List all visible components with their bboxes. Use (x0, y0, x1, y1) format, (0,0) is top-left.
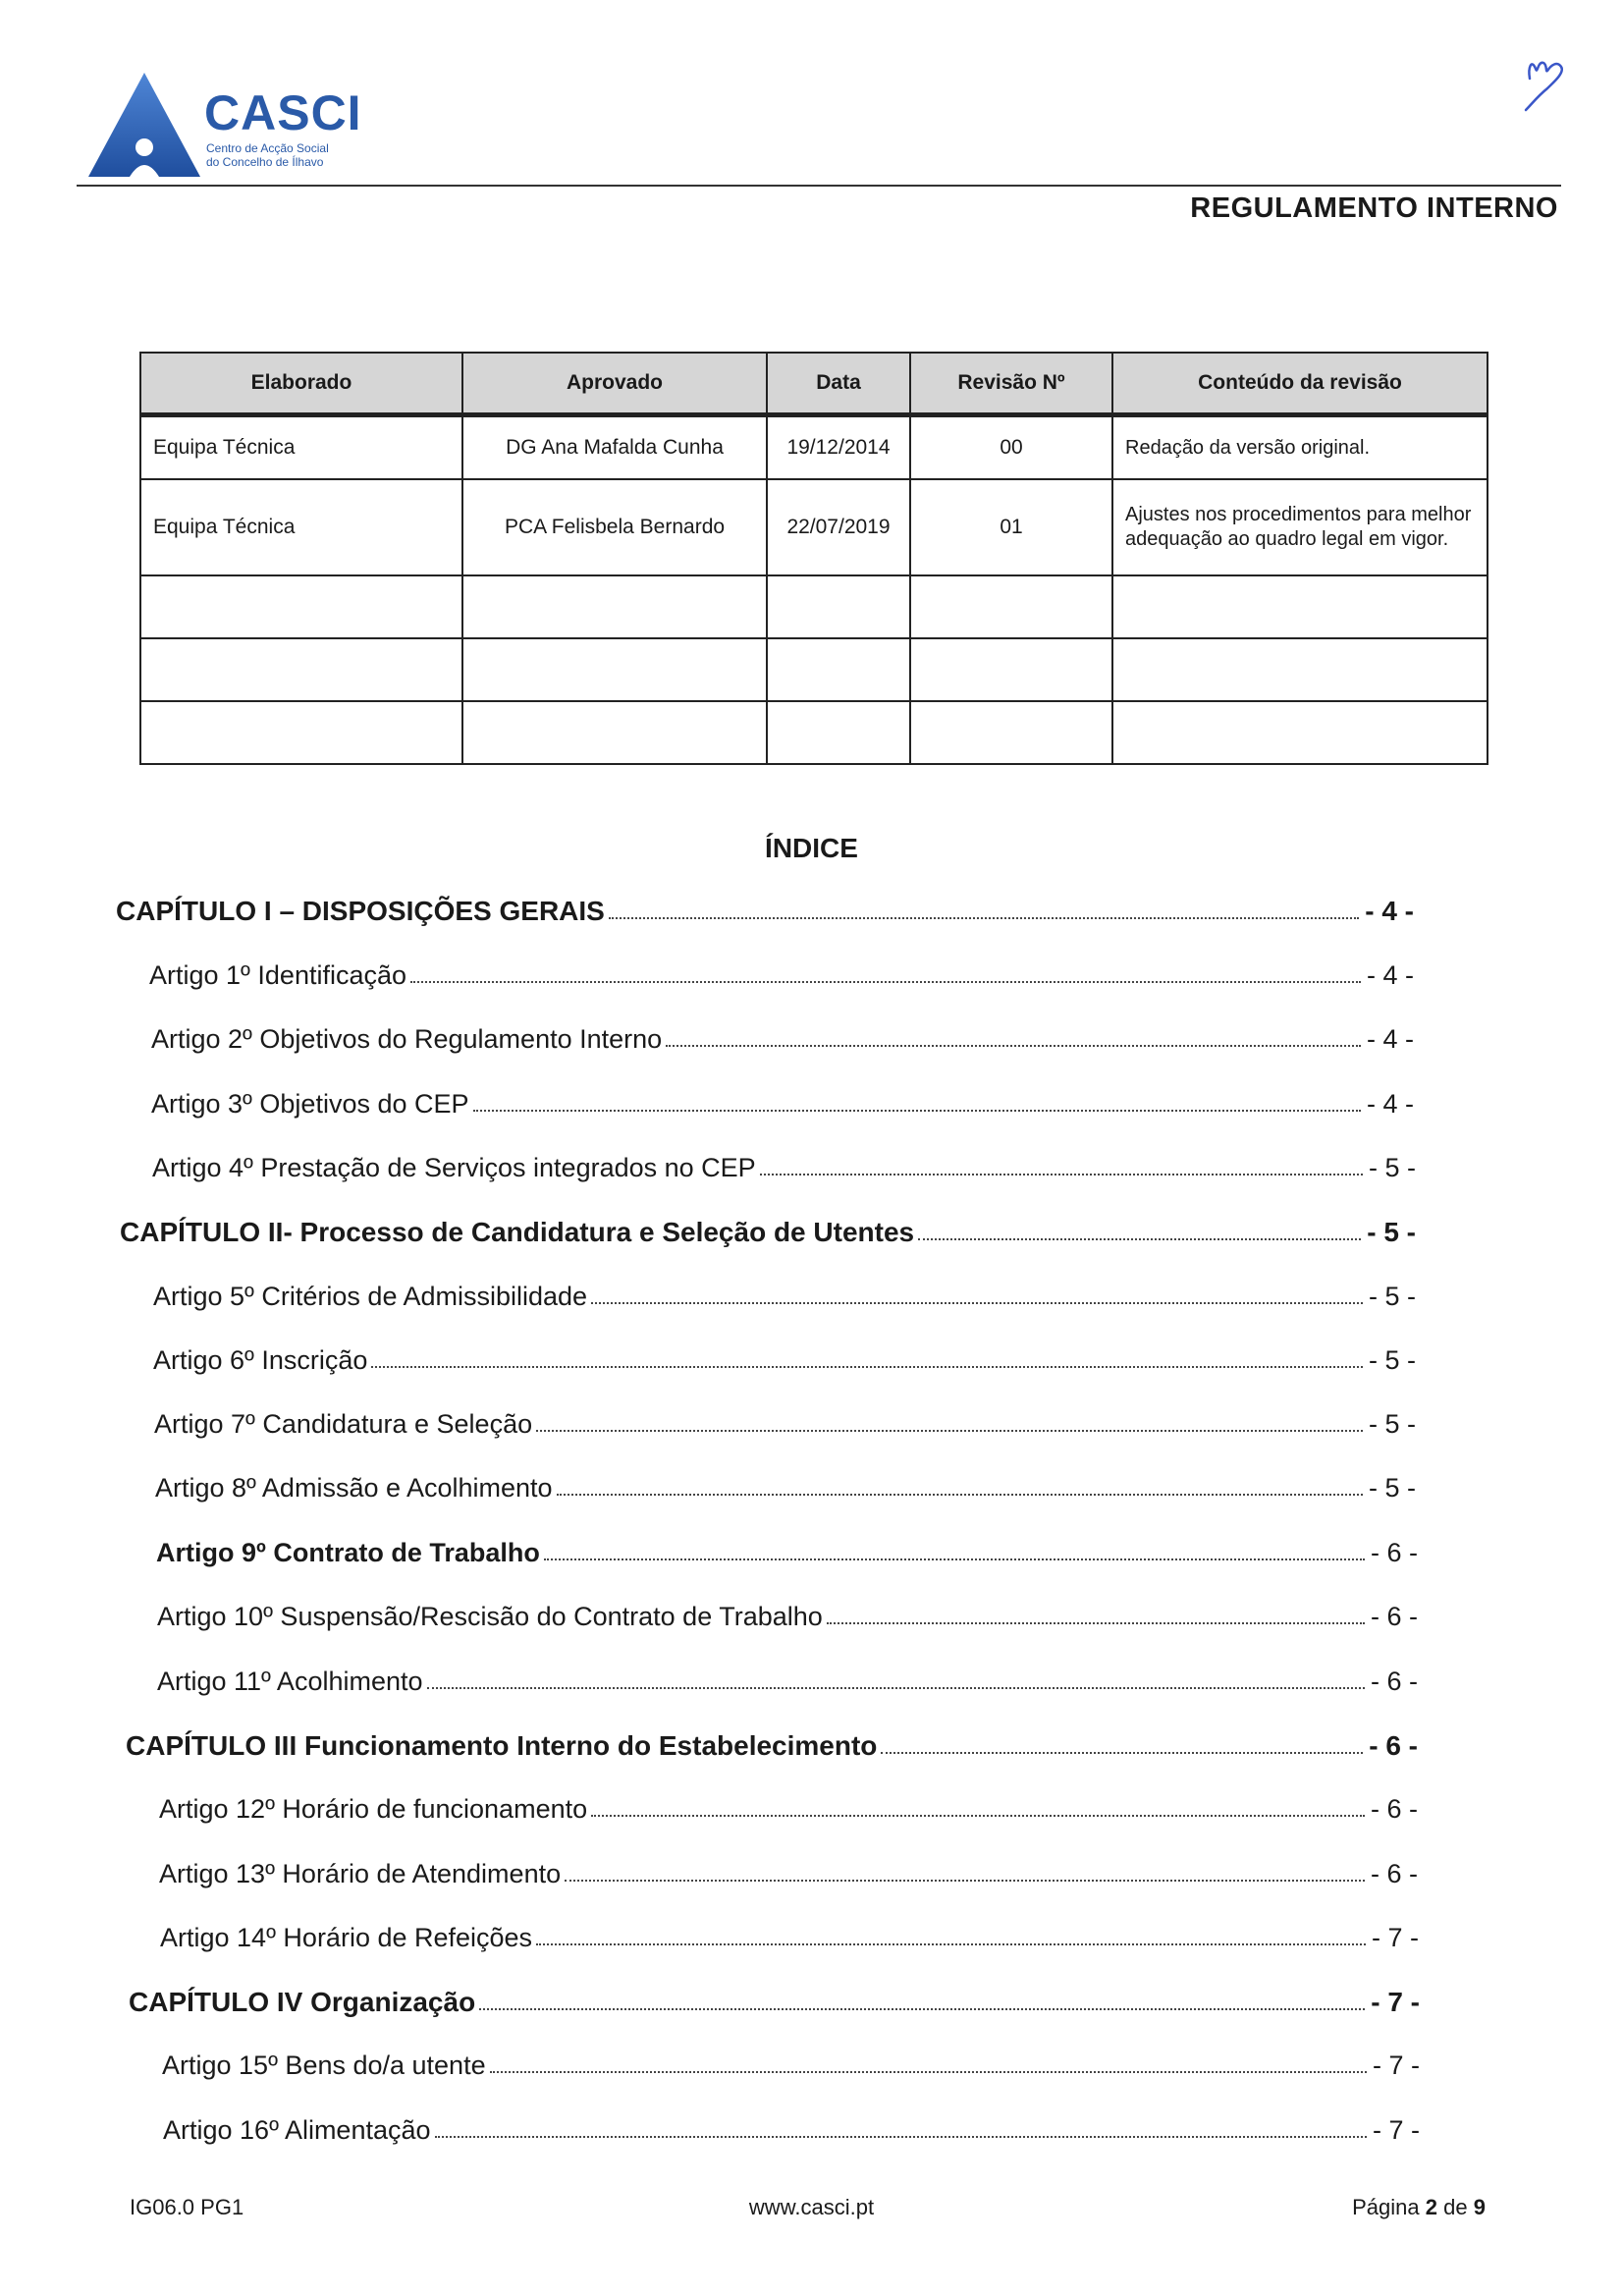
website-link[interactable]: www.casci.pt (748, 2195, 875, 2219)
toc-chapter-4[interactable] (129, 1987, 1420, 2018)
toc-entry-text: CAPÍTULO I – DISPOSIÇÕES GERAIS (116, 896, 605, 926)
logo-subtitle-line2: do Concelho de Ílhavo (206, 155, 324, 169)
revision-table (139, 352, 1488, 765)
cell-empty (1112, 701, 1488, 764)
toc-entry-text: Artigo 14º Horário de Refeições (160, 1923, 533, 1952)
toc-entry-page: - 4 - (1366, 960, 1414, 990)
toc-leader (827, 1621, 1365, 1624)
cell-revisao: 01 (910, 479, 1112, 575)
header-conteudo: Conteúdo da revisão (1112, 353, 1488, 415)
table-row (140, 415, 1488, 480)
cell-empty (910, 575, 1112, 638)
toc-article-3[interactable] (151, 1089, 1414, 1120)
toc-article-9[interactable] (156, 1538, 1418, 1568)
toc-entry-page: - 7 - (1371, 1923, 1419, 1952)
toc-entry-page: - 5 - (1368, 1345, 1416, 1375)
toc-article-16[interactable] (163, 2115, 1420, 2146)
footer-page-number (1352, 2195, 1486, 2220)
cell-elaborado: Equipa Técnica (140, 479, 462, 575)
cell-revisao: 00 (910, 415, 1112, 480)
toc-leader (557, 1493, 1363, 1496)
cell-empty (767, 575, 910, 638)
toc-chapter-3[interactable] (126, 1730, 1418, 1762)
cell-conteudo: Ajustes nos procedimentos para melhor adequação ao quadro legal em vigor. (1112, 479, 1488, 575)
toc-entry-text: Artigo 3º Objetivos do CEP (151, 1089, 469, 1119)
page-current: 2 (1425, 2195, 1438, 2219)
toc-leader (544, 1558, 1365, 1560)
toc-article-6[interactable] (153, 1345, 1416, 1376)
logo-name: CASCI (204, 85, 362, 140)
toc-entry-page: - 5 - (1368, 1409, 1416, 1439)
toc-leader (410, 980, 1361, 983)
header-elaborado: Elaborado (140, 353, 462, 415)
toc-leader (473, 1109, 1361, 1112)
toc-article-13[interactable] (159, 1859, 1418, 1889)
toc-entry-text: Artigo 4º Prestação de Serviços integrados no CEP (152, 1153, 756, 1182)
table-row (140, 701, 1488, 764)
toc-leader (591, 1814, 1365, 1817)
cell-empty (462, 575, 767, 638)
header-data: Data (767, 353, 910, 415)
page-label: Página (1352, 2195, 1420, 2219)
toc-entry-text: Artigo 16º Alimentação (163, 2115, 431, 2145)
toc-article-7[interactable] (154, 1409, 1416, 1440)
toc-entry-text: Artigo 9º Contrato de Trabalho (156, 1538, 540, 1567)
toc-entry-text: CAPÍTULO IV Organização (129, 1987, 476, 2017)
cell-aprovado: DG Ana Mafalda Cunha (462, 415, 767, 480)
toc-leader (490, 2070, 1367, 2073)
toc-entry-text: Artigo 8º Admissão e Acolhimento (155, 1473, 553, 1503)
toc-leader (591, 1301, 1363, 1304)
cell-empty (1112, 638, 1488, 701)
toc-entry-page: - 5 - (1367, 1217, 1416, 1247)
cell-empty (1112, 575, 1488, 638)
toc-article-12[interactable] (159, 1794, 1418, 1825)
toc-entry-text: Artigo 1º Identificação (149, 960, 407, 990)
toc-leader (536, 1429, 1363, 1432)
cell-data: 19/12/2014 (767, 415, 910, 480)
toc-entry-page: - 4 - (1366, 1024, 1414, 1054)
cell-empty (140, 575, 462, 638)
toc-entry-text: Artigo 15º Bens do/a utente (162, 2050, 486, 2080)
table-row (140, 479, 1488, 575)
toc-entry-text: Artigo 2º Objetivos do Regulamento Interno (151, 1024, 663, 1054)
toc-entry-page: - 7 - (1372, 2115, 1420, 2145)
table-row (140, 575, 1488, 638)
handwritten-initials (1512, 39, 1591, 123)
cell-empty (462, 638, 767, 701)
triangle-logo-icon (86, 71, 202, 179)
table-row (140, 638, 1488, 701)
toc-article-8[interactable] (155, 1473, 1416, 1503)
toc-entry-page: - 7 - (1372, 2050, 1420, 2080)
cell-empty (767, 701, 910, 764)
toc-leader (565, 1879, 1365, 1882)
toc-entry-page: - 6 - (1370, 1538, 1418, 1567)
toc-article-2[interactable] (151, 1024, 1414, 1055)
cell-empty (140, 638, 462, 701)
toc-chapter-2[interactable] (120, 1217, 1416, 1248)
toc-title: ÍNDICE (765, 833, 858, 863)
toc-leader (427, 1686, 1365, 1689)
toc-entry-text: Artigo 11º Acolhimento (157, 1667, 423, 1696)
cell-empty (767, 638, 910, 701)
logo-subtitle-line1: Centro de Acção Social (206, 141, 329, 155)
toc-leader (666, 1044, 1361, 1047)
toc-leader (435, 2135, 1367, 2138)
table-header-row (140, 353, 1488, 415)
toc-entry-text: Artigo 13º Horário de Atendimento (159, 1859, 562, 1888)
toc-entry-text: Artigo 7º Candidatura e Seleção (154, 1409, 533, 1439)
toc-entry-page: - 6 - (1370, 1667, 1418, 1696)
cell-conteudo: Redação da versão original. (1112, 415, 1488, 480)
toc-chapter-1[interactable] (116, 896, 1414, 927)
cell-empty (910, 701, 1112, 764)
toc-article-5[interactable] (153, 1282, 1416, 1312)
toc-entry-page: - 5 - (1368, 1473, 1416, 1503)
toc-entry-page: - 7 - (1371, 1987, 1420, 2017)
toc-leader (760, 1173, 1363, 1175)
toc-article-14[interactable] (160, 1923, 1419, 1953)
toc-leader (479, 2007, 1365, 2010)
toc-leader (371, 1365, 1363, 1368)
toc-leader (536, 1942, 1366, 1945)
toc-entry-page: - 6 - (1370, 1859, 1418, 1888)
toc-entry-text: Artigo 10º Suspensão/Rescisão do Contrato de Trabalho (157, 1602, 823, 1631)
page-separator: de (1443, 2195, 1468, 2219)
document-title: REGULAMENTO INTERNO (1190, 192, 1558, 224)
toc-entry-text: Artigo 5º Critérios de Admissibilidade (153, 1282, 588, 1311)
header-aprovado: Aprovado (462, 353, 767, 415)
page-total: 9 (1473, 2195, 1486, 2219)
header-rule (77, 185, 1561, 187)
cell-empty (910, 638, 1112, 701)
toc-article-4[interactable] (152, 1153, 1416, 1183)
toc-leader (881, 1751, 1363, 1754)
toc-entry-page: - 5 - (1368, 1153, 1416, 1182)
cell-empty (140, 701, 462, 764)
toc-entry-page: - 6 - (1370, 1602, 1418, 1631)
toc-entry-page: - 6 - (1369, 1730, 1418, 1761)
toc-article-10[interactable] (157, 1602, 1418, 1632)
footer-document-code: IG06.0 PG1 (130, 2195, 244, 2219)
casci-logo (86, 71, 381, 179)
header-revisao: Revisão Nº (910, 353, 1112, 415)
toc-leader (918, 1237, 1361, 1240)
cell-data: 22/07/2019 (767, 479, 910, 575)
toc-entry-page: - 4 - (1366, 1089, 1414, 1119)
logo-subtitle (206, 141, 329, 169)
toc-article-11[interactable] (157, 1667, 1418, 1697)
toc-entry-text: CAPÍTULO II- Processo de Candidatura e Seleção de Utentes (120, 1217, 915, 1247)
toc-entry-text: Artigo 12º Horário de funcionamento (159, 1794, 588, 1824)
toc-article-1[interactable] (149, 960, 1414, 991)
toc-article-15[interactable] (162, 2050, 1420, 2081)
cell-aprovado: PCA Felisbela Bernardo (462, 479, 767, 575)
toc-entry-text: Artigo 6º Inscrição (153, 1345, 368, 1375)
toc-entry-page: - 4 - (1365, 896, 1414, 926)
toc-entry-text: CAPÍTULO III Funcionamento Interno do Estabelecimento (126, 1730, 878, 1761)
toc-entry-page: - 6 - (1370, 1794, 1418, 1824)
cell-elaborado: Equipa Técnica (140, 415, 462, 480)
cell-empty (462, 701, 767, 764)
toc-entry-page: - 5 - (1368, 1282, 1416, 1311)
toc-leader (609, 916, 1359, 919)
